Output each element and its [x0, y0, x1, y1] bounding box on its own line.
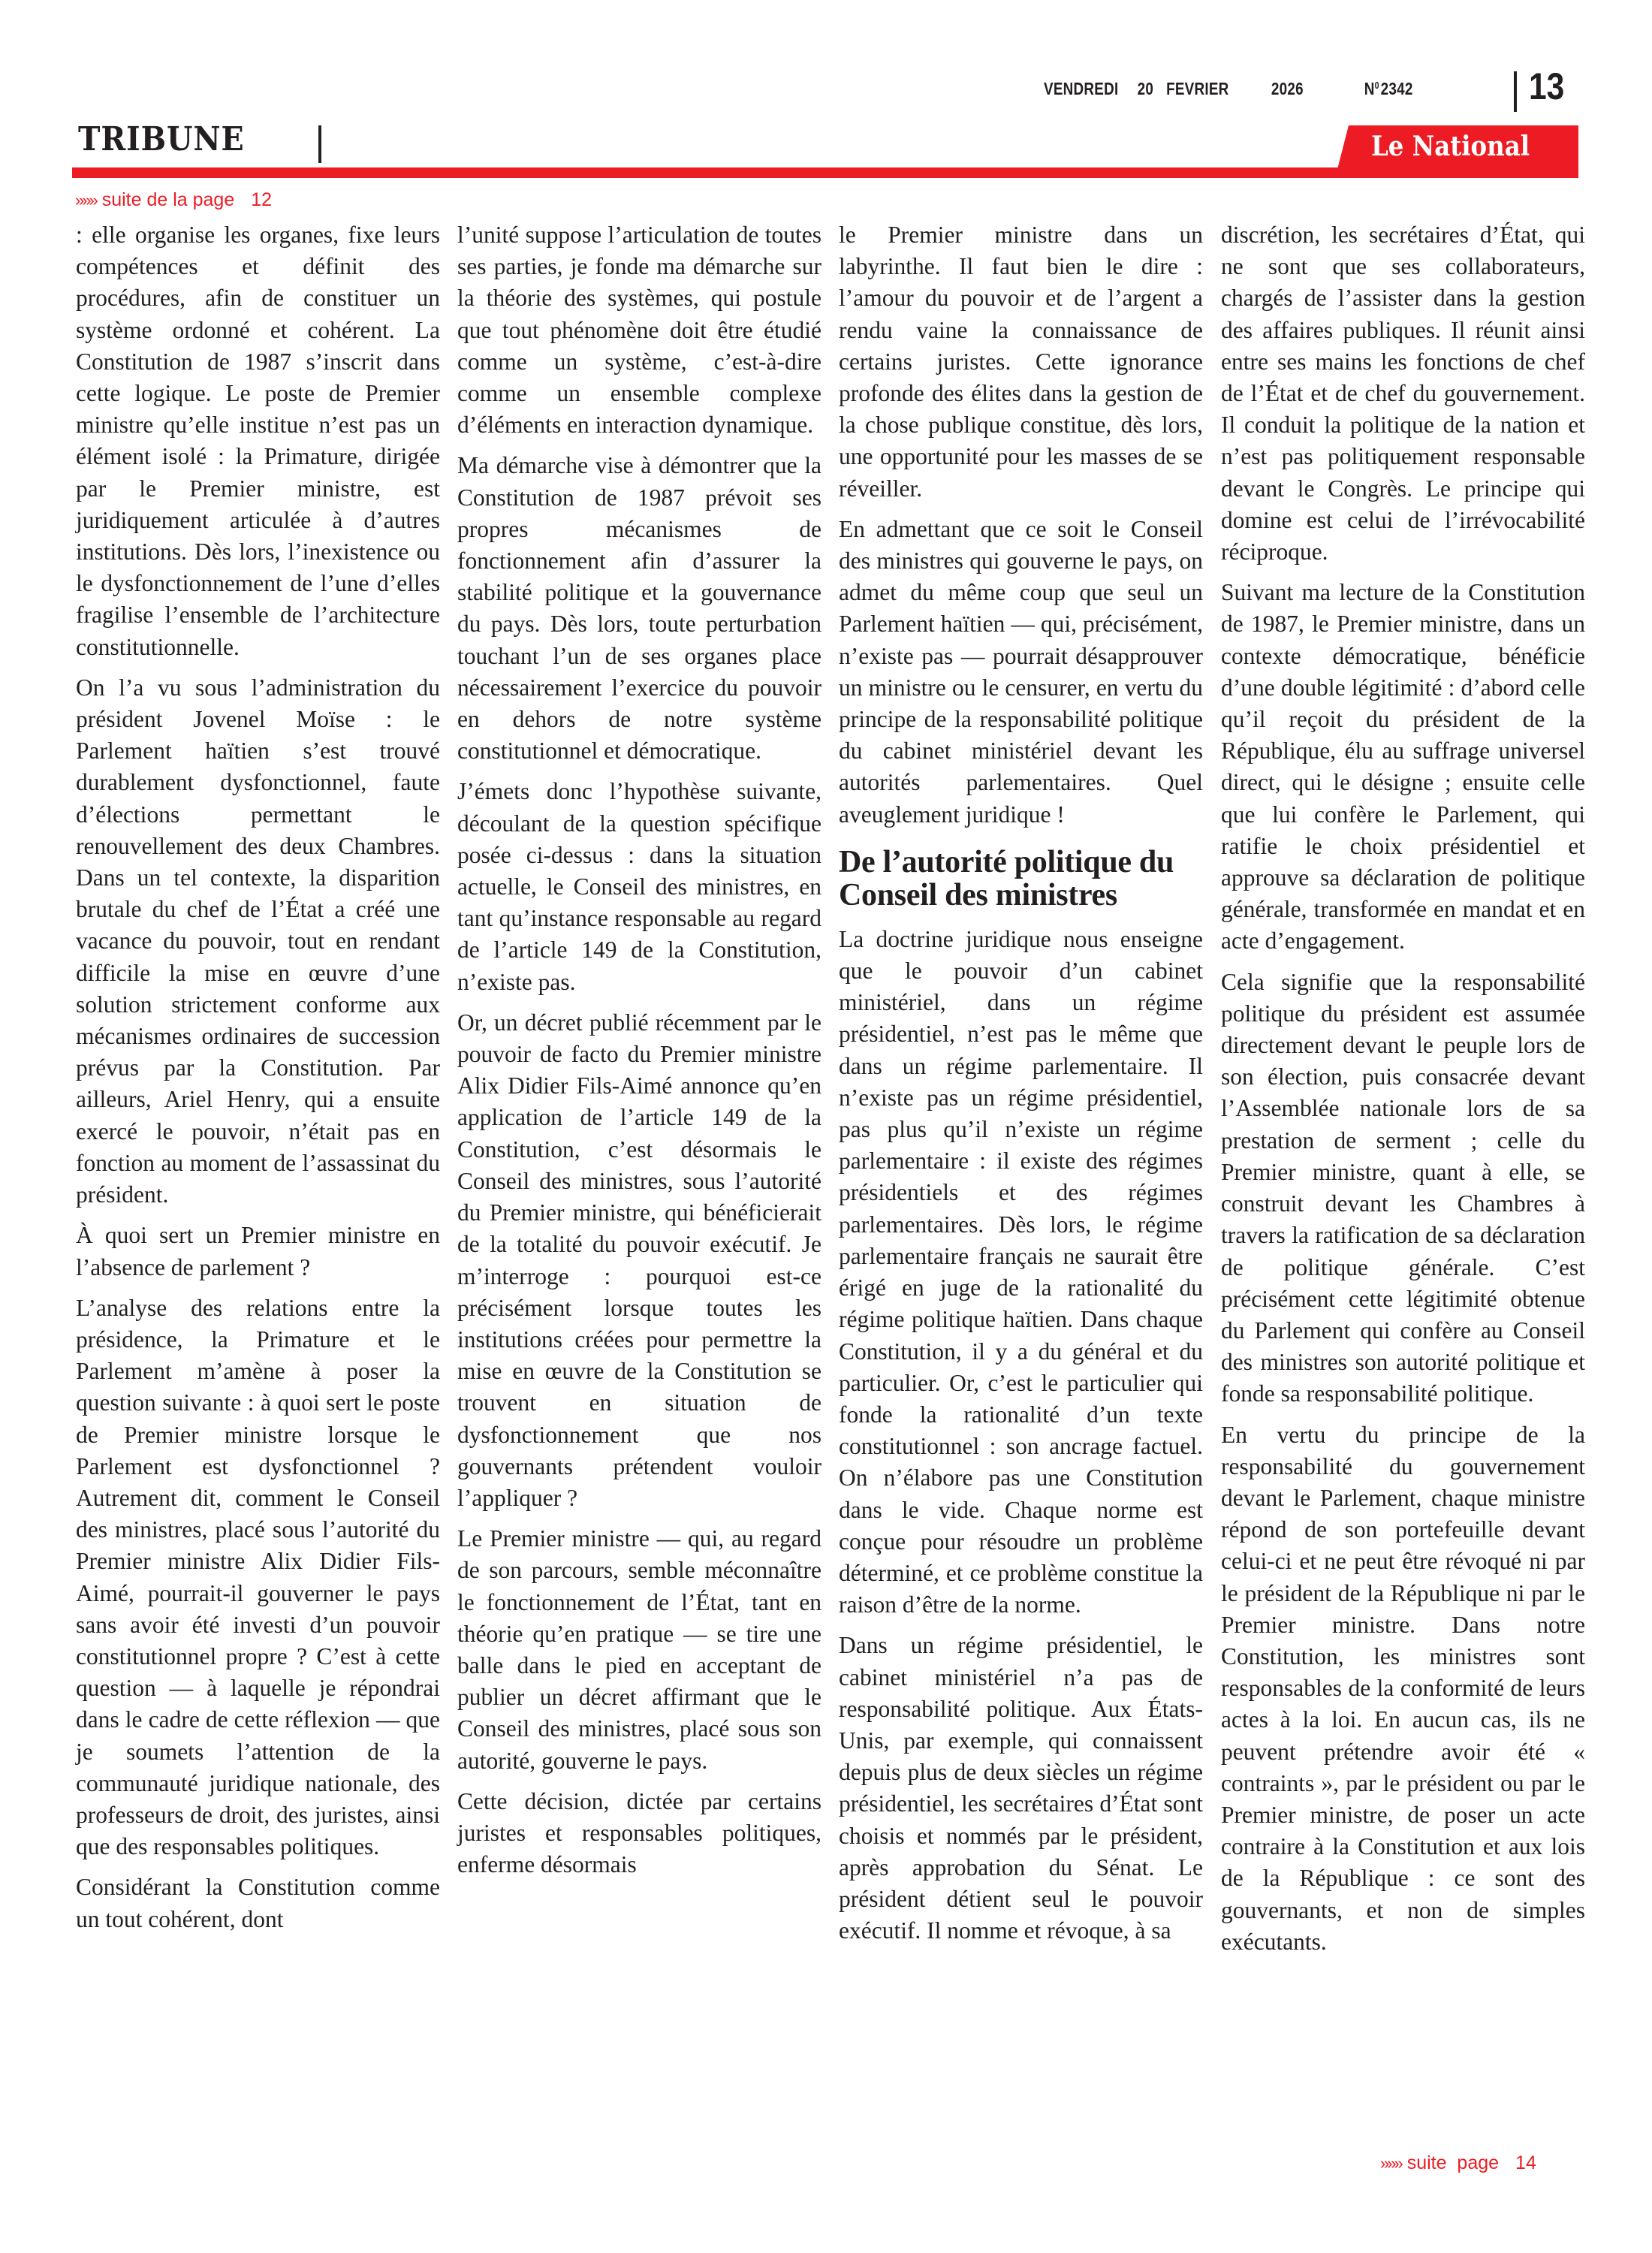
section-title-divider	[318, 125, 321, 163]
dateline-month: FEVRIER	[1166, 79, 1229, 98]
issue-number	[1364, 79, 1413, 99]
paragraph: J’émets donc l’hypothèse suivante, découlant de la question spécifique posée ci-dessus : dans la situation actuelle, le Conseil des ministres, en tant qu’instance responsable au regard de l’article 149 de la Constitution, n’existe pas.	[457, 778, 821, 995]
continued-from-label: suite de la page	[101, 189, 235, 210]
continued-from-note[interactable]	[75, 189, 272, 211]
paragraph: Dans un régime présidentiel, le cabinet ministériel n’a pas de responsabilité politique. Aux États-Unis, par exemple, qui connaissent depuis plus de deux siècles un régime présidentiel, les secrétaires d’État sont choisis et nommés par le président, après approbation du Sénat. Le président détient seul le pouvoir exécutif. Il nomme et révoque, à sa	[839, 1632, 1203, 1944]
paragraph: On l’a vu sous l’administration du président Jovenel Moïse : le Parlement haïtien s’est trouvé durablement dysfonctionnel, faute d’élections permettant le renouvellement des deux Chambres. Dans un tel contexte, la disparition brutale du chef de l’État a créé une vacance du pouvoir, tout en rendant difficile la mise en œuvre d’une solution strictement conforme aux mécanismes ordinaires de succession prévus par la Constitution. Par ailleurs, Ariel Henry, qui a ensuite exercé le pouvoir, n’était pas en fonction au moment de l’assassinat du président.	[76, 674, 440, 1208]
dateline	[1044, 79, 1413, 99]
paragraph: discrétion, les secrétaires d’État, qui ne sont que ses collaborateurs, chargés de l’assister dans la gestion des affaires publiques. Il réunit ainsi entre ses mains les fonctions de chef de l’État et de chef du gouvernement. Il conduit la politique de la nation et n’est pas politiquement responsable devant le Congrès. Le principe qui domine est celui de l’irrévocabilité réciproque.	[1221, 222, 1585, 566]
dateline-day: VENDREDI	[1044, 79, 1119, 98]
article-column-2	[457, 219, 821, 1890]
page-number-divider	[1514, 71, 1517, 112]
paragraph: En admettant que ce soit le Conseil des ministres qui gouverne le pays, on admet du même coup que seul un Parlement haïtien — qui, précisément, n’existe pas — pourrait désapprouver un ministre ou le censurer, en vertu du principe de la responsabilité politique du cabinet ministériel devant les autorités parlementaires. Quel aveuglement juridique !	[839, 515, 1203, 828]
paragraph: : elle organise les organes, fixe leurs compétences et définit des procédures, afin de constituer un système ordonné et cohérent. La Constitution de 1987 s’inscrit dans cette logique. Le poste de Premier ministre qu’elle institue n’est pas un élément isolé : la Primature, dirigée par le Premier ministre, est juridiquement articulée à d’autres institutions. Dès lors, l’inexistence ou le dysfonctionnement de l’une d’elles fragilise l’ensemble de l’architecture constitutionnelle.	[76, 222, 440, 660]
paragraph: Cela signifie que la responsabilité politique du président est assumée directement devant le peuple lors de son élection, puis consacrée devant l’Assemblée nationale lors de sa prestation de serment ; celle du Premier ministre, quant à elle, se construit devant les Chambres à travers la ratification de sa déclaration de politique générale. C’est précisément cette légitimité obtenue du Parlement qui confère au Conseil des ministres son autorité politique et fonde sa responsabilité politique.	[1221, 968, 1585, 1407]
paragraph: L’analyse des relations entre la présidence, la Primature et le Parlement m’amène à poser la question suivante : à quoi sert le poste de Premier ministre lorsque le Parlement est dysfonctionnel ? Autrement dit, comment le Conseil des ministres, placé sous l’autorité du Premier ministre Alix Didier Fils-Aimé, pourrait-il gouverner le pays sans avoir été investi d’un pouvoir constitutionnel propre ? C’est à cette question — à laquelle je répondrai dans le cadre de cette réflexion — que je soumets l’attention de la communauté juridique nationale, des professeurs de droit, des juristes, ainsi que des responsables politiques.	[76, 1294, 440, 1860]
page-number: 13	[1529, 65, 1565, 107]
dateline-date: 20	[1137, 79, 1154, 98]
continued-on-page: 14	[1515, 2152, 1536, 2173]
article-column-4	[1221, 219, 1585, 1967]
paragraph: En vertu du principe de la responsabilité du gouvernement devant le Parlement, chaque ministre répond de son portefeuille devant celui-ci et ne peut être révoqué ni par le président de la République ni par le Premier ministre. Dans notre Constitution, les ministres sont responsables de la conformité de leurs actes à la loi. En aucun cas, ils ne peuvent prétendre avoir été « contraints », par le président ou par le Premier ministre, de poser un acte contraire à la Constitution et aux lois de la République : ce sont des gouvernants, et non de simples exécutants.	[1221, 1421, 1585, 1955]
paragraph: Suivant ma lecture de la Constitution de 1987, le Premier ministre, dans un contexte démocratique, bénéficie d’une double légitimité : d’abord celle qu’il reçoit du président de la République, élu au suffrage universel direct, qui le désigne ; ensuite celle que lui confère le Parlement, qui ratifie le choix présidentiel et approuve sa déclaration de politique générale, transformée en mandat et en acte d’engagement.	[1221, 579, 1585, 955]
paragraph: À quoi sert un Premier ministre en l’absence de parlement ?	[76, 1222, 440, 1280]
issue-value: 2342	[1380, 79, 1413, 98]
article-column-3	[839, 219, 1203, 1956]
paragraph: l’unité suppose l’articulation de toutes ses parties, je fonde ma démarche sur la théorie des systèmes, qui postule que tout phénomène doit être étudié comme un système, c’est-à-dire comme un ensemble complexe d’éléments en interaction dynamique.	[457, 222, 821, 439]
issue-sup: 0	[1374, 80, 1379, 91]
continued-from-page: 12	[251, 189, 273, 210]
brand-logo: Le National	[1371, 131, 1530, 162]
paragraph: Or, un décret publié récemment par le pouvoir de facto du Premier ministre Alix Didier Fils-Aimé annonce qu’en application de l’article 149 de la Constitution, c’est désormais le Conseil des ministres, sous l’autorité du Premier ministre, qui bénéficierait de la totalité du pouvoir exécutif. Je m’interroge : pourquoi est-ce précisément lorsque toutes les institutions créées pour permettre la mise en œuvre de la Constitution se trouvent en situation de dysfonctionnement que nos gouvernants prétendent vouloir l’appliquer ?	[457, 1009, 821, 1511]
dateline-year: 2026	[1271, 79, 1304, 98]
section-title: TRIBUNE	[78, 120, 245, 158]
paragraph: Le Premier ministre — qui, au regard de son parcours, semble méconnaître le fonctionnement de l’État, tant en théorie qu’en pratique — se tire une balle dans le pied en acceptant de publier un décret affirmant que le Conseil des ministres, placé sous son autorité, gouverne le pays.	[457, 1525, 821, 1774]
continuation-arrows-icon: »»»	[75, 191, 96, 210]
paragraph: Cette décision, dictée par certains juristes et responsables politiques, enferme désormais	[457, 1787, 821, 1878]
subheading: De l’autorité politique du Conseil des ministres	[839, 844, 1174, 912]
issue-prefix: N	[1364, 79, 1375, 98]
paragraph: Ma démarche vise à démontrer que la Constitution de 1987 prévoit ses propres mécanismes de fonctionnement afin d’assurer la stabilité politique et la gouvernance du pays. Dès lors, toute perturbation touchant l’un de ses organes place nécessairement l’exercice du pouvoir en dehors de notre système constitutionnel et démocratique.	[457, 452, 821, 765]
continued-on-note[interactable]	[1380, 2152, 1536, 2174]
paragraph: La doctrine juridique nous enseigne que le pouvoir d’un cabinet ministériel, dans un régime présidentiel, n’est pas le même que dans un régime parlementaire. Il n’existe pas un régime présidentiel, pas plus qu’il n’existe un régime parlementaire : il existe des régimes présidentiels et des régimes parlementaires. Dès lors, le régime parlementaire français ne saurait être érigé en juge de la rationalité du régime politique haïtien. Dans chaque Constitution, il y a du général et du particulier. Or, c’est le particulier qui fonde la rationalité d’un texte constitutionnel : son ancrage factuel. On n’élabore pas une Constitution dans le vide. Chaque norme est conçue pour résoudre un problème déterminé, et ce problème constitue la raison d’être de la norme.	[839, 925, 1203, 1618]
continued-on-label: suite page	[1406, 2152, 1500, 2173]
continuation-arrows-icon: »»»	[1380, 2154, 1401, 2173]
article-column-1	[76, 219, 440, 1944]
paragraph: le Premier ministre dans un labyrinthe. Il faut bien le dire : l’amour du pouvoir et de l’argent a rendu vaine la connaissance de certains juristes. Cette ignorance profonde des élites dans la gestion de la chose publique constitue, dès lors, une opportunité pour les masses de se réveiller.	[839, 222, 1203, 502]
paragraph: Considérant la Constitution comme un tout cohérent, dont	[76, 1874, 440, 1932]
